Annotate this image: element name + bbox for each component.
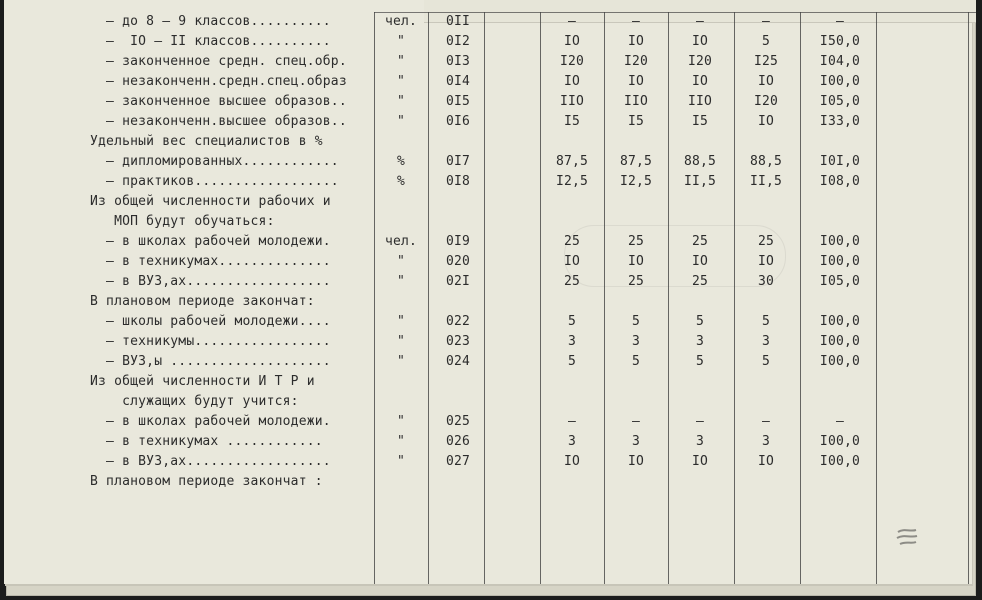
value-cell: I05,0 <box>819 94 861 109</box>
value-cell: I04,0 <box>819 54 861 69</box>
value-cell: IO <box>757 254 775 269</box>
value-cell: IO <box>563 34 581 49</box>
document-page <box>4 0 972 584</box>
value-cell: 5 <box>761 314 771 329</box>
value-cell: 25 <box>691 234 709 249</box>
code-cell: 0I2 <box>445 34 471 49</box>
table-row <box>4 374 972 392</box>
value-cell: – <box>695 14 705 29</box>
value-cell: I20 <box>559 54 585 69</box>
row-label: Удельный вес специалистов в % <box>90 134 323 149</box>
value-cell: I2,5 <box>555 174 589 189</box>
value-cell: 25 <box>563 274 581 289</box>
row-label: В плановом периоде закончат: <box>90 294 315 309</box>
table-row <box>4 34 972 52</box>
value-cell: I00,0 <box>819 354 861 369</box>
row-label: – IO – II классов.......... <box>90 34 331 49</box>
table-row <box>4 14 972 32</box>
row-label: – техникумы................. <box>90 334 331 349</box>
unit-cell: " <box>396 314 406 329</box>
value-cell: 88,5 <box>749 154 783 169</box>
row-label: – школы рабочей молодежи.... <box>90 314 331 329</box>
unit-cell: " <box>396 454 406 469</box>
table-row <box>4 474 972 492</box>
code-cell: 0I3 <box>445 54 471 69</box>
table-row <box>4 194 972 212</box>
value-cell: IO <box>563 254 581 269</box>
value-cell: I25 <box>753 54 779 69</box>
value-cell: IIO <box>687 94 713 109</box>
table-row <box>4 54 972 72</box>
value-cell: I2,5 <box>619 174 653 189</box>
value-cell: IO <box>627 74 645 89</box>
value-cell: IO <box>563 74 581 89</box>
value-cell: – <box>567 414 577 429</box>
unit-cell: % <box>396 154 406 169</box>
value-cell: 5 <box>631 354 641 369</box>
row-label: – практиков.................. <box>90 174 339 189</box>
value-cell: 87,5 <box>555 154 589 169</box>
value-cell: 5 <box>695 314 705 329</box>
value-cell: – <box>761 414 771 429</box>
row-label: – в техникумах ............ <box>90 434 323 449</box>
value-cell: II,5 <box>749 174 783 189</box>
value-cell: 5 <box>631 314 641 329</box>
value-cell: 87,5 <box>619 154 653 169</box>
code-cell: 0I5 <box>445 94 471 109</box>
value-cell: – <box>631 14 641 29</box>
value-cell: II,5 <box>683 174 717 189</box>
value-cell: – <box>695 414 705 429</box>
value-cell: 5 <box>761 354 771 369</box>
value-cell: – <box>835 414 845 429</box>
code-cell: 0I4 <box>445 74 471 89</box>
code-cell: 0I7 <box>445 154 471 169</box>
value-cell: I20 <box>753 94 779 109</box>
code-cell: 0I9 <box>445 234 471 249</box>
value-cell: 3 <box>761 434 771 449</box>
table-row <box>4 134 972 152</box>
value-cell: – <box>761 14 771 29</box>
code-cell: 025 <box>445 414 471 429</box>
code-cell: 027 <box>445 454 471 469</box>
row-label: – законченное средн. спец.обр. <box>90 54 347 69</box>
unit-cell: " <box>396 434 406 449</box>
value-cell: – <box>567 14 577 29</box>
table-row <box>4 254 972 272</box>
value-cell: 3 <box>567 434 577 449</box>
table-row <box>4 114 972 132</box>
row-label: – в школах рабочей молодежи. <box>90 414 331 429</box>
value-cell: 25 <box>627 234 645 249</box>
value-cell: 25 <box>563 234 581 249</box>
row-label: В плановом периоде закончат : <box>90 474 323 489</box>
value-cell: IIO <box>559 94 585 109</box>
value-cell: I20 <box>687 54 713 69</box>
pencil-mark-icon <box>894 524 920 550</box>
value-cell: I08,0 <box>819 174 861 189</box>
value-cell: 25 <box>757 234 775 249</box>
value-cell: 3 <box>695 434 705 449</box>
value-cell: IO <box>757 74 775 89</box>
row-label: МОП будут обучаться: <box>90 214 275 229</box>
value-cell: 5 <box>567 314 577 329</box>
value-cell: IO <box>627 34 645 49</box>
value-cell: I00,0 <box>819 434 861 449</box>
table-row <box>4 234 972 252</box>
value-cell: I05,0 <box>819 274 861 289</box>
table-row <box>4 214 972 232</box>
value-cell: 3 <box>761 334 771 349</box>
value-cell: I00,0 <box>819 314 861 329</box>
unit-cell: чел. <box>384 14 418 29</box>
value-cell: I5 <box>691 114 709 129</box>
value-cell: I50,0 <box>819 34 861 49</box>
unit-cell: " <box>396 414 406 429</box>
value-cell: IIO <box>623 94 649 109</box>
value-cell: I00,0 <box>819 334 861 349</box>
row-label: – законченное высшее образов.. <box>90 94 347 109</box>
value-cell: I20 <box>623 54 649 69</box>
value-cell: IO <box>757 114 775 129</box>
unit-cell: % <box>396 174 406 189</box>
code-cell: 0I8 <box>445 174 471 189</box>
table-row <box>4 414 972 432</box>
value-cell: 3 <box>567 334 577 349</box>
table-row <box>4 454 972 472</box>
row-label: – незаконченн.высшее образов.. <box>90 114 347 129</box>
table-row <box>4 274 972 292</box>
unit-cell: " <box>396 94 406 109</box>
row-label: – в техникумах.............. <box>90 254 331 269</box>
code-cell: 020 <box>445 254 471 269</box>
value-cell: 5 <box>695 354 705 369</box>
value-cell: 30 <box>757 274 775 289</box>
code-cell: 02I <box>445 274 471 289</box>
value-cell: IO <box>691 34 709 49</box>
value-cell: IO <box>627 254 645 269</box>
row-label: – дипломированных............ <box>90 154 339 169</box>
table-row <box>4 334 972 352</box>
unit-cell: " <box>396 274 406 289</box>
row-label: – ВУЗ,ы .................... <box>90 354 331 369</box>
value-cell: – <box>835 14 845 29</box>
table-row <box>4 354 972 372</box>
unit-cell: " <box>396 114 406 129</box>
value-cell: 5 <box>567 354 577 369</box>
unit-cell: " <box>396 74 406 89</box>
value-cell: IO <box>627 454 645 469</box>
table-row <box>4 294 972 312</box>
row-label: – незаконченн.средн.спец.образ <box>90 74 347 89</box>
value-cell: I33,0 <box>819 114 861 129</box>
value-cell: IO <box>691 254 709 269</box>
value-cell: I5 <box>627 114 645 129</box>
value-cell: 88,5 <box>683 154 717 169</box>
table-top-rule <box>374 12 976 13</box>
unit-cell: " <box>396 34 406 49</box>
value-cell: 25 <box>627 274 645 289</box>
value-cell: I00,0 <box>819 234 861 249</box>
row-label: служащих будут учится: <box>90 394 299 409</box>
row-label: – в школах рабочей молодежи. <box>90 234 331 249</box>
value-cell: I00,0 <box>819 454 861 469</box>
value-cell: IO <box>563 454 581 469</box>
code-cell: 026 <box>445 434 471 449</box>
code-cell: 024 <box>445 354 471 369</box>
value-cell: I00,0 <box>819 74 861 89</box>
unit-cell: " <box>396 334 406 349</box>
table-row <box>4 314 972 332</box>
table-row <box>4 94 972 112</box>
value-cell: – <box>631 414 641 429</box>
row-label: Из общей численности И Т Р и <box>90 374 315 389</box>
code-cell: 0II <box>445 14 471 29</box>
value-cell: I5 <box>563 114 581 129</box>
value-cell: IO <box>691 74 709 89</box>
value-cell: IO <box>757 454 775 469</box>
table-row <box>4 434 972 452</box>
table-row <box>4 154 972 172</box>
value-cell: 25 <box>691 274 709 289</box>
row-label: Из общей численности рабочих и <box>90 194 331 209</box>
table-row <box>4 74 972 92</box>
value-cell: I00,0 <box>819 254 861 269</box>
value-cell: 5 <box>761 34 771 49</box>
code-cell: 023 <box>445 334 471 349</box>
unit-cell: чел. <box>384 234 418 249</box>
unit-cell: " <box>396 254 406 269</box>
value-cell: IO <box>691 454 709 469</box>
table-row <box>4 394 972 412</box>
unit-cell: " <box>396 354 406 369</box>
code-cell: 0I6 <box>445 114 471 129</box>
value-cell: 3 <box>631 434 641 449</box>
row-label: – в ВУЗ,ах.................. <box>90 274 331 289</box>
value-cell: 3 <box>695 334 705 349</box>
value-cell: I0I,0 <box>819 154 861 169</box>
row-label: – в ВУЗ,ах.................. <box>90 454 331 469</box>
row-label: – до 8 – 9 классов.......... <box>90 14 331 29</box>
value-cell: 3 <box>631 334 641 349</box>
code-cell: 022 <box>445 314 471 329</box>
unit-cell: " <box>396 54 406 69</box>
table-row <box>4 174 972 192</box>
